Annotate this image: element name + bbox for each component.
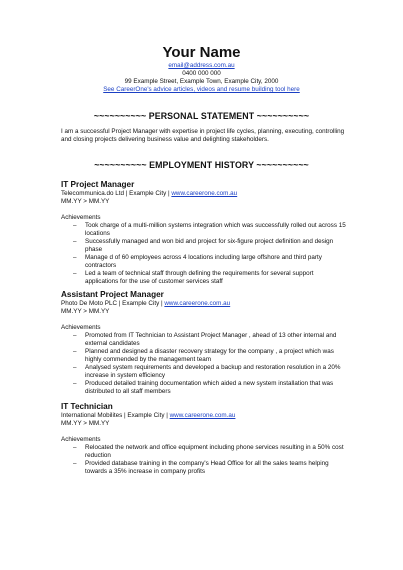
job-entry [61,180,346,286]
personal-statement-heading: ~~~~~~~~~~ PERSONAL STATEMENT ~~~~~~~~~~ [93,111,310,121]
company-line [61,190,346,198]
achievement-item: – Led a team of technical staff through defining the requirements for several support applications for the use of customer services staff [73,270,314,285]
company-line [61,412,346,420]
company-website-link[interactable]: www.careerone.com.au [164,300,231,307]
company-website-link[interactable]: www.careerone.com.au [169,412,236,419]
resume-header [0,44,403,94]
personal-statement-text: I am a successful Project Manager with expertise in project life cycles, planning, executing, controlling and closing projects delivering business value and delighting stakeholders. [61,128,345,143]
dash-bullet: – [73,364,77,371]
achievements-list [61,222,346,286]
achievement-item: – Provided database training in the company's Head Office for all the sales teams helping towards a 35% increase in company profits [73,460,329,475]
dash-bullet: – [73,254,77,261]
employment-dates: MM.YY > MM.YY [61,308,110,315]
dash-bullet: – [73,444,77,451]
dash-bullet: – [73,270,77,277]
achievements-label: Achievements [61,436,101,443]
achievements-list [61,332,346,396]
dash-bullet: – [73,222,77,229]
employment-dates: MM.YY > MM.YY [61,420,110,427]
job-title: Assistant Project Manager [61,290,164,299]
dash-bullet: – [73,238,77,245]
achievement-item: – Planned and designed a disaster recovery strategy for the company , a project which was highly commended by the management team [73,348,334,363]
achievements-label: Achievements [61,324,101,331]
achievement-item: – Manage d of 60 employees across 4 locations including large offshore and third party contractors [73,254,322,269]
company-name: Photo De Moto PLC | Example City | [61,300,165,307]
achievement-item: – Analysed system requirements and developed a backup and restoration resolution in a 20% increase in system efficiency [73,364,341,379]
achievement-item: – Promoted from IT Technician to Assistant Project Manager , ahead of 13 other internal and external candidates [73,332,337,347]
job-entry [61,402,346,476]
achievement-item: – Took charge of a multi-million systems integration which was successfully rolled out across 15 locations [73,222,346,237]
phone-number: 0400 000 000 [182,70,221,77]
achievement-item: – Relocated the network and office equipment including phone services resulting in a 50% cost reduction [73,444,344,459]
company-name: International Mobilites | Example City | [61,412,170,419]
email-link[interactable]: email@address.com.au [168,62,235,69]
job-entry [61,290,346,396]
job-title: IT Project Manager [61,180,135,189]
employment-dates: MM.YY > MM.YY [61,198,110,205]
achievement-item: – Successfully managed and won bid and project for six-figure project definition and design phase [73,238,334,253]
postal-address: 99 Example Street, Example Town, Example City, 2000 [124,78,279,85]
achievements-list [61,444,346,476]
dash-bullet: – [73,348,77,355]
achievements-label: Achievements [61,214,101,221]
company-name: Telecommunica.do Ltd | Example City | [61,190,172,197]
careerone-advice-link[interactable]: See CareerOne's advice articles, videos and resume building tool here [103,86,300,93]
dash-bullet: – [73,460,77,467]
dash-bullet: – [73,380,77,387]
employment-history-heading: ~~~~~~~~~~ EMPLOYMENT HISTORY ~~~~~~~~~~ [94,160,309,170]
candidate-name: Your Name [162,44,241,61]
company-line [61,300,346,308]
company-website-link[interactable]: www.careerone.com.au [171,190,238,197]
achievement-item: – Produced detailed training documentation which aided a new system installation that was distributed to all staff members [73,380,334,395]
dash-bullet: – [73,332,77,339]
job-title: IT Technician [61,402,113,411]
